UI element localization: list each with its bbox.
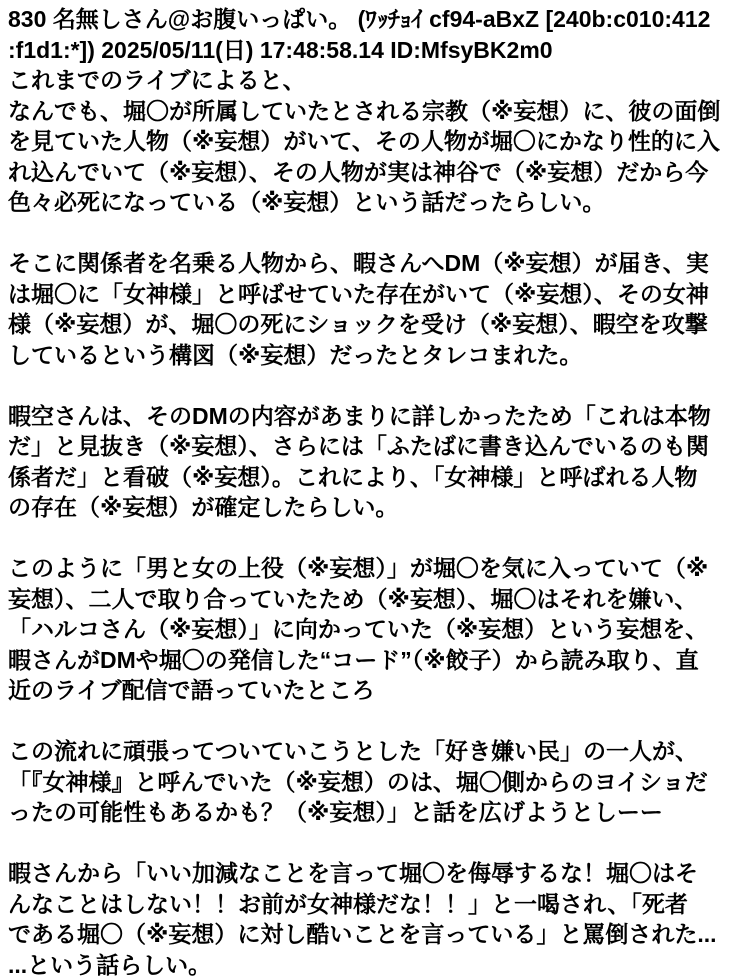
text-line: そこに関係者を名乗る人物から、暇さんへDM（※妄想）が届き、実	[8, 250, 709, 276]
text-line: である堀〇（※妄想）に対し酷いことを言っている」と罵倒された...	[8, 921, 717, 947]
text-line: :f1d1:*]) 2025/05/11(日) 17:48:58.14 ID:MfsyBK2m0	[8, 36, 553, 63]
text-line: は堀〇に「女神様」と呼ばせていた存在がいて（※妄想）、その女神	[8, 280, 709, 307]
text-line: なんでも、堀〇が所属していたとされる宗教（※妄想）に、彼の面倒	[8, 97, 721, 124]
post-paragraph	[8, 401, 748, 523]
text-line: 係者だ」と看破（※妄想）。これにより、「女神様」と呼ばれる人物	[8, 463, 698, 490]
text-line: を見ていた人物（※妄想）がいて、その人物が堀〇にかなり性的に入	[8, 128, 720, 154]
post-paragraph	[8, 248, 748, 370]
post-paragraph	[8, 736, 748, 828]
text-line: 暇さんから「いい加減なことを言って堀〇を侮辱するな！堀〇はそ	[8, 860, 698, 886]
text-line: 様（※妄想）が、堀〇の死にショックを受け（※妄想）、暇空を攻撃	[8, 311, 708, 337]
text-line: この流れに頑張ってついていこうとした「好き嫌い民」の一人が、	[8, 738, 698, 764]
text-line: これまでのライブによると、	[8, 67, 306, 93]
text-line: れ込んでいて（※妄想）、その人物が実は神谷で（※妄想）だから今	[8, 158, 709, 185]
text-line: しているという構図（※妄想）だったとタレコまれた。	[8, 341, 583, 368]
text-line: 830 名無しさん@お腹いっぱい。 (ﾜｯﾁｮｲ cf94-aBxZ [240b:c010:412	[8, 6, 711, 32]
text-line: だ」と見抜き（※妄想）、さらには「ふたばに書き込んでいるのも関	[8, 433, 709, 459]
text-line: の存在（※妄想）が確定したらしい。	[8, 494, 399, 520]
text-line: 色々必死になっている（※妄想）という話だったらしい。	[8, 189, 606, 215]
text-line: 妄想）、二人で取り合っていたため（※妄想）、堀〇はそれを嫌い、	[8, 585, 698, 612]
text-line: 「『女神様』と呼んでいた（※妄想）のは、堀〇側からのヨイショだ	[8, 768, 708, 795]
text-line: 「ハルコさん（※妄想）」に向かっていた（※妄想）という妄想を、	[8, 616, 709, 642]
text-line: んなことはしない！！お前が女神様だな！！」と一喝され、「死者	[8, 890, 688, 917]
post-body	[8, 4, 748, 976]
text-line: ...という話らしい。	[8, 951, 212, 976]
text-line: ったの可能性もあるかも？（※妄想）」と話を広げようとしーー	[8, 799, 663, 825]
text-line: 暇空さんは、そのDMの内容があまりに詳しかったため「これは本物	[8, 402, 711, 429]
post-paragraph	[8, 858, 748, 976]
post-paragraph	[8, 553, 748, 706]
text-line: 暇さんがDMや堀〇の発信した“コード”（※餃子）から読み取り、直	[8, 646, 699, 673]
post-paragraph	[8, 4, 748, 218]
text-line: 近のライブ配信で語っていたところ	[8, 677, 375, 703]
text-line: このように「男と女の上役（※妄想）」が堀〇を気に入っていて（※	[8, 555, 709, 581]
